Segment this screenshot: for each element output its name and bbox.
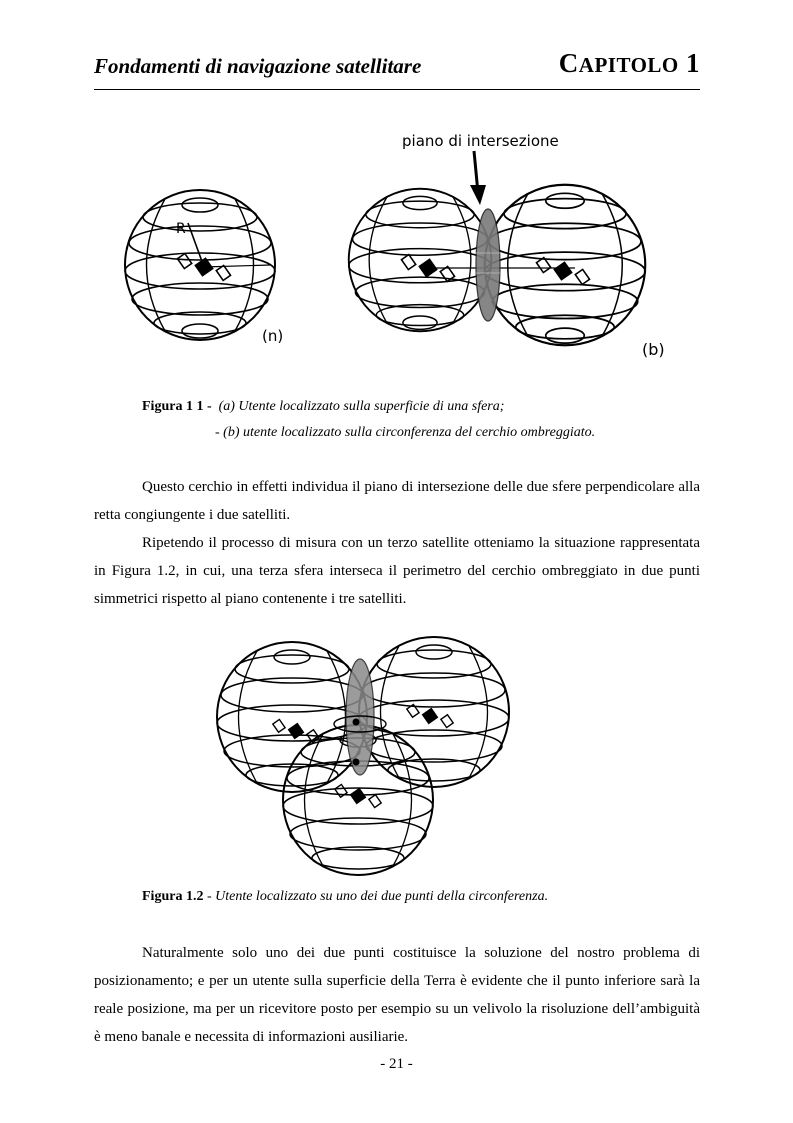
- label-r: R: [176, 221, 186, 237]
- paragraph-3: [94, 939, 700, 1051]
- figure-2-caption-label: Figura 1.2: [142, 889, 204, 904]
- label-b: (b): [642, 340, 665, 359]
- figure-1-caption: [142, 398, 504, 416]
- figure-2-illustration: [210, 612, 520, 882]
- figure-1-illustration: [110, 105, 680, 385]
- figure-1-caption-label: Figura 1 1 -: [142, 399, 212, 414]
- sphere-a: [125, 190, 275, 340]
- intersection-plane: [476, 209, 500, 321]
- figure-1-caption-line2: - (b) utente localizzato sulla circonferenza del cerchio ombreggiato.: [215, 425, 596, 440]
- paragraph-1: [94, 473, 700, 529]
- paragraph-2: [94, 529, 700, 613]
- header-rule: [94, 89, 700, 90]
- chapter-initial: C: [558, 48, 579, 78]
- label-plane: piano di intersezione: [402, 132, 559, 150]
- sphere-b-right: [485, 185, 646, 346]
- chapter-number: 1: [686, 48, 700, 78]
- paragraph-3-text: Naturalmente solo uno dei due punti costituisce la soluzione del nostro problema di posizionamento; e per un utente sulla superficie della Terra è evidente che il punto inferiore sarà la reale posizione, ma per un ricevitore posto per esempio su un velivolo la risoluzione dell’ambiguità è meno banale e necessita di informazioni ausiliarie.: [94, 945, 700, 1045]
- intersection-point-lower: [353, 759, 360, 766]
- paragraph-2-text: Ripetendo il processo di misura con un terzo satellite otteniamo la situazione rappresentata in Figura 1.2, in cui, una terza sfera interseca il perimetro del cerchio ombreggiato in due punti simmetrici rispetto al piano contenente i tre satelliti.: [94, 535, 700, 607]
- label-a: (n): [262, 327, 284, 345]
- figure-1-caption-line1: (a) Utente localizzato sulla superficie di una sfera;: [218, 399, 505, 414]
- intersection-point-upper: [353, 719, 360, 726]
- figure-1-caption-2: [215, 424, 595, 442]
- header-title: Fondamenti di navigazione satellitare: [94, 54, 422, 78]
- chapter-label: [559, 48, 700, 79]
- figure-2-caption-text: - Utente localizzato su uno dei due punti della circonferenza.: [206, 889, 549, 904]
- paragraph-1-text: Questo cerchio in effetti individua il piano di intersezione delle due sfere perpendicolare alla retta congiungente i due satelliti.: [94, 479, 700, 523]
- chapter-word: APITOLO: [578, 53, 679, 77]
- page-header: [94, 48, 700, 88]
- page-number: - 21 -: [380, 1056, 413, 1072]
- figure-2-caption: [142, 888, 548, 906]
